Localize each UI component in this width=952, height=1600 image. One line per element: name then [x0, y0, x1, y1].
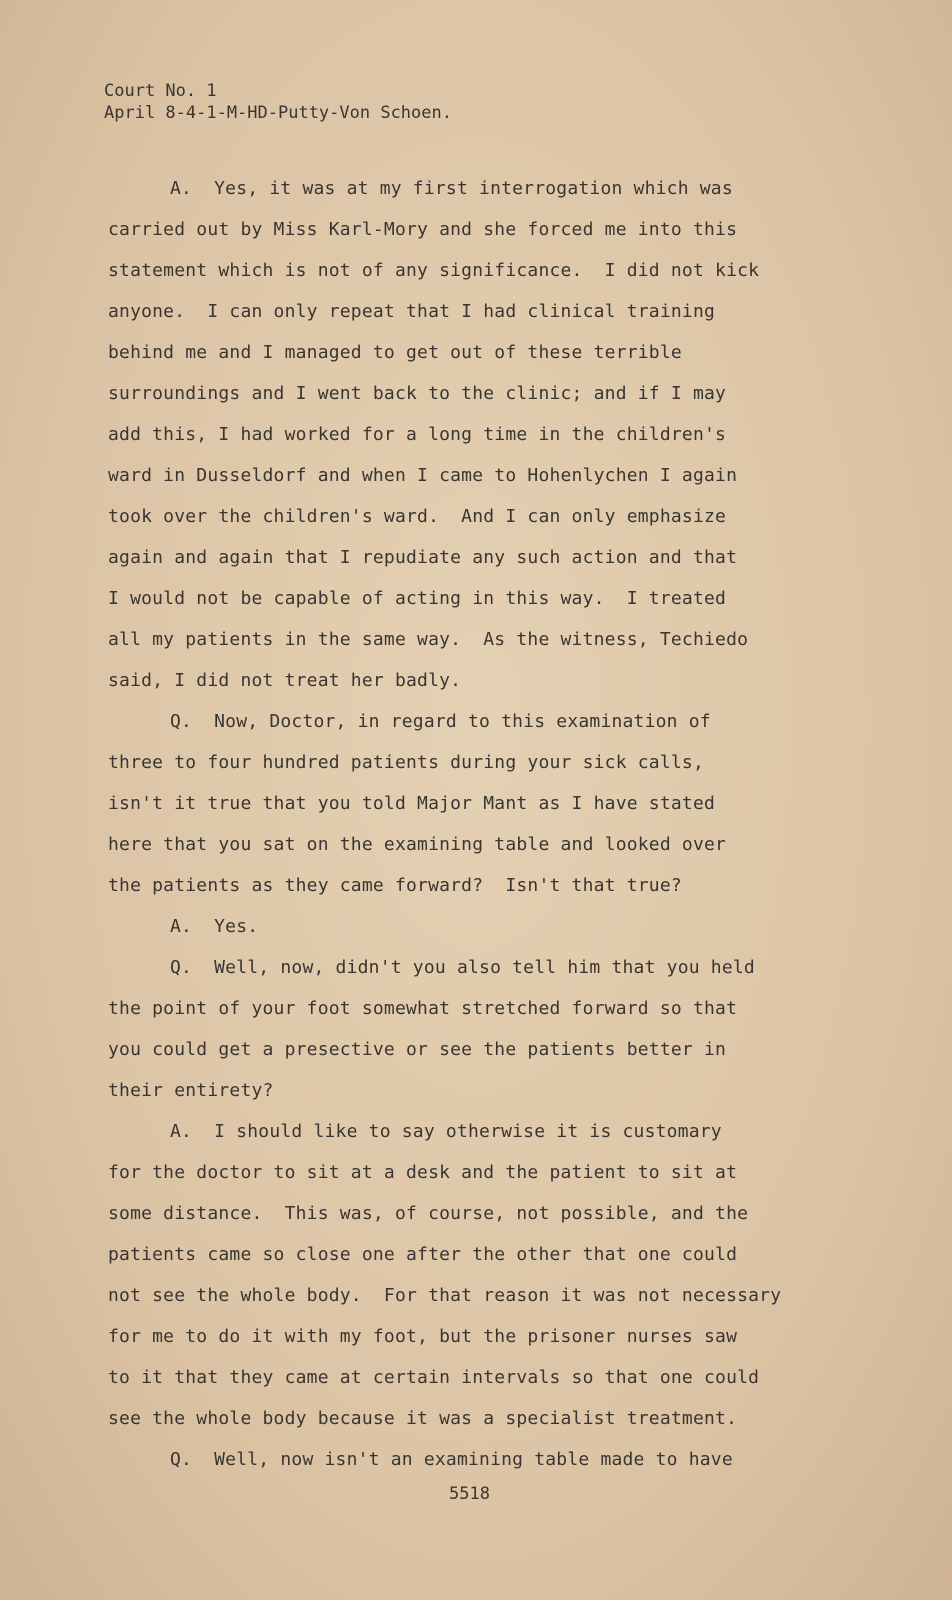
transcript-line: add this, I had worked for a long time in the children's: [108, 424, 727, 445]
transcript-line: all my patients in the same way. As the witness, Techiedo: [108, 629, 749, 650]
transcript-line: A. I should like to say otherwise it is customary: [170, 1121, 722, 1142]
transcript-line: here that you sat on the examining table and looked over: [108, 834, 727, 855]
transcript-line: anyone. I can only repeat that I had clinical training: [108, 301, 716, 322]
transcript-line: said, I did not treat her badly.: [108, 670, 462, 691]
transcript-line: behind me and I managed to get out of these terrible: [108, 342, 682, 363]
transcript-line: carried out by Miss Karl-Mory and she forced me into this: [108, 219, 738, 240]
court-number: Court No. 1: [104, 81, 217, 101]
transcript-line: isn't it true that you told Major Mant as I have stated: [108, 793, 716, 814]
session-code: April 8-4-1-M-HD-Putty-Von Schoen.: [104, 103, 452, 123]
transcript-line: Q. Well, now, didn't you also tell him that you held: [170, 957, 755, 978]
transcript-line: you could get a presective or see the patients better in: [108, 1039, 727, 1060]
transcript-line: the patients as they came forward? Isn't that true?: [108, 875, 682, 896]
document-header: [104, 80, 452, 124]
transcript-line: again and again that I repudiate any such action and that: [108, 547, 738, 568]
transcript-line: took over the children's ward. And I can only emphasize: [108, 506, 727, 527]
transcript-line: statement which is not of any significance. I did not kick: [108, 260, 760, 281]
transcript-line: not see the whole body. For that reason it was not necessary: [108, 1285, 782, 1306]
transcript-line: for me to do it with my foot, but the prisoner nurses saw: [108, 1326, 738, 1347]
transcript-line: to it that they came at certain intervals so that one could: [108, 1367, 760, 1388]
transcript-line: Q. Now, Doctor, in regard to this examination of: [170, 711, 711, 732]
transcript-line: see the whole body because it was a specialist treatment.: [108, 1408, 738, 1429]
page-number: 5518: [449, 1484, 490, 1504]
transcript-line: three to four hundred patients during your sick calls,: [108, 752, 704, 773]
transcript-line: their entirety?: [108, 1080, 274, 1101]
transcript-line: Q. Well, now isn't an examining table made to have: [170, 1449, 733, 1470]
transcript-line: patients came so close one after the other that one could: [108, 1244, 738, 1265]
transcript-line: A. Yes.: [170, 916, 259, 937]
transcript-line: for the doctor to sit at a desk and the patient to sit at: [108, 1162, 738, 1183]
transcript-line: I would not be capable of acting in this way. I treated: [108, 588, 727, 609]
transcript-line: some distance. This was, of course, not possible, and the: [108, 1203, 749, 1224]
transcript-body: [108, 168, 868, 1480]
transcript-line: the point of your foot somewhat stretched forward so that: [108, 998, 738, 1019]
transcript-line: ward in Dusseldorf and when I came to Hohenlychen I again: [108, 465, 738, 486]
transcript-line: surroundings and I went back to the clinic; and if I may: [108, 383, 727, 404]
transcript-line: A. Yes, it was at my first interrogation which was: [170, 178, 733, 199]
